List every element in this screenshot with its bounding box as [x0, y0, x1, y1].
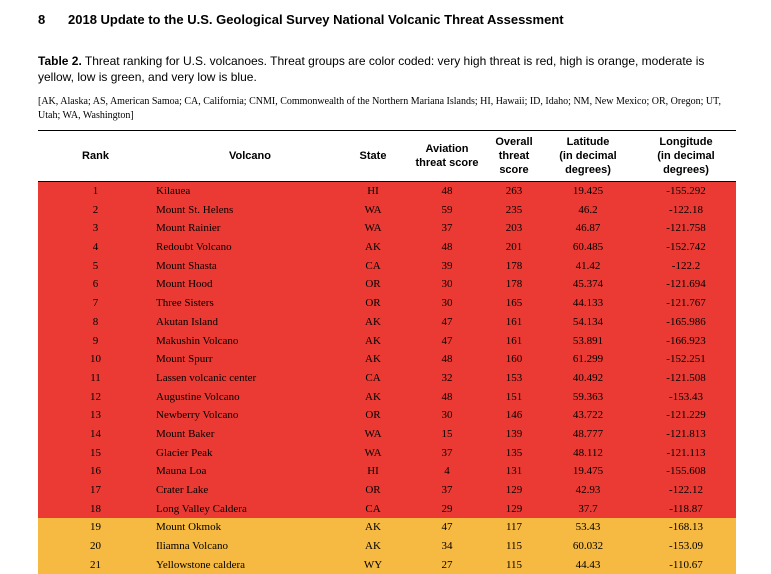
longitude-cell: -155.608: [666, 465, 706, 478]
aviation-score-cell: 48: [441, 353, 453, 366]
caption-text: Threat ranking for U.S. volcanoes. Threat groups are color coded: very high threat is red, high is orange, moderate is yellow, low is green, and very low is blue.: [38, 54, 705, 84]
state-cell: CA: [365, 371, 381, 384]
table-row: [38, 201, 736, 220]
table-caption: [38, 53, 738, 85]
state-cell: WA: [364, 446, 382, 459]
aviation-score-cell: 34: [441, 540, 453, 553]
state-cell: AK: [365, 334, 381, 347]
longitude-cell: -152.251: [666, 353, 706, 366]
state-cell: CA: [365, 259, 381, 272]
latitude-cell: 45.374: [572, 278, 604, 291]
overall-score-cell: 165: [505, 297, 523, 310]
abbreviations-note: [AK, Alaska; AS, American Samoa; CA, California; CNMI, Commonwealth of the Northern Mariana Islands; HI, Hawaii; ID, Idaho; NM, New Mexico; OR, Oregon; UT, Utah; WA, Washington]: [38, 96, 722, 121]
aviation-score-cell: 48: [441, 185, 453, 197]
longitude-cell: -153.09: [669, 540, 703, 553]
latitude-cell: 19.475: [572, 465, 604, 478]
rank-cell: 9: [92, 334, 99, 347]
overall-score-cell: 129: [505, 502, 523, 515]
aviation-score-cell: 4: [444, 465, 450, 478]
aviation-score-cell: 37: [441, 484, 453, 496]
state-cell: AK: [365, 353, 381, 366]
aviation-score-cell: 48: [441, 390, 453, 403]
overall-score-cell: 115: [505, 540, 523, 553]
table-row: [38, 219, 736, 238]
state-cell: AK: [365, 521, 381, 534]
overall-score-cell: 131: [505, 465, 523, 478]
longitude-cell: -121.229: [666, 409, 706, 422]
latitude-cell: 40.492: [572, 371, 604, 384]
longitude-cell: -152.742: [666, 241, 706, 254]
longitude-cell: -166.923: [666, 334, 706, 347]
overall-score-cell: 178: [505, 278, 523, 291]
table-row: [38, 369, 736, 388]
table-row: [38, 500, 736, 519]
overall-score-cell: 263: [505, 185, 523, 197]
aviation-score-cell: 30: [441, 409, 453, 422]
latitude-cell: 53.43: [575, 521, 601, 534]
table-row: [38, 518, 736, 537]
longitude-cell: -122.2: [671, 259, 701, 272]
header-rank: Rank: [82, 150, 109, 162]
overall-score-cell: 139: [505, 427, 523, 440]
table-row: [38, 462, 736, 481]
state-cell: WA: [364, 203, 382, 216]
state-cell: WY: [363, 558, 383, 571]
latitude-cell: 48.112: [573, 446, 603, 459]
state-cell: WA: [364, 222, 382, 235]
rank-cell: 20: [90, 540, 101, 553]
longitude-cell: -121.758: [666, 222, 706, 235]
state-cell: OR: [365, 409, 381, 422]
volcano-name-cell: Mount Rainier: [156, 222, 221, 235]
latitude-cell: 37.7: [578, 502, 598, 515]
overall-score-cell: 153: [505, 371, 523, 384]
aviation-score-cell: 32: [441, 371, 453, 384]
table-row: [38, 275, 736, 294]
state-cell: WA: [364, 427, 382, 440]
volcano-name-cell: Kilauea: [156, 185, 191, 197]
overall-score-cell: 129: [505, 484, 523, 496]
latitude-cell: 44.43: [575, 558, 601, 571]
latitude-cell: 19.425: [572, 185, 604, 197]
volcano-name-cell: Mount Hood: [156, 278, 213, 291]
state-cell: HI: [367, 465, 379, 478]
caption-label: Table 2.: [38, 54, 82, 68]
volcano-name-cell: Akutan Island: [156, 315, 219, 328]
table-row: [38, 425, 736, 444]
header-overall-score: Overall threat score: [495, 136, 533, 176]
aviation-score-cell: 47: [441, 315, 453, 328]
table-row: [38, 182, 736, 201]
page-number: 8: [38, 12, 46, 27]
volcano-name-cell: Mount Spurr: [156, 353, 213, 366]
overall-score-cell: 235: [505, 203, 523, 216]
table-row: [38, 537, 736, 556]
overall-score-cell: 151: [505, 390, 523, 403]
page-header: [38, 12, 564, 27]
volcano-name-cell: Makushin Volcano: [156, 334, 239, 347]
volcano-name-cell: Yellowstone caldera: [156, 558, 245, 571]
latitude-cell: 46.2: [578, 203, 598, 216]
longitude-cell: -118.87: [669, 502, 703, 515]
state-cell: AK: [365, 390, 381, 403]
rank-cell: 18: [90, 502, 101, 515]
aviation-score-cell: 39: [441, 259, 453, 272]
volcano-name-cell: Lassen volcanic center: [156, 371, 257, 384]
volcano-name-cell: Iliamna Volcano: [156, 540, 228, 553]
table-row: [38, 257, 736, 276]
latitude-cell: 60.485: [572, 241, 604, 254]
header-latitude: Latitude (in decimal degrees): [559, 136, 617, 176]
volcano-name-cell: Augustine Volcano: [156, 390, 240, 403]
rank-cell: 11: [90, 371, 101, 384]
rank-cell: 4: [92, 241, 99, 254]
aviation-score-cell: 47: [441, 521, 453, 534]
overall-score-cell: 117: [505, 521, 523, 534]
latitude-cell: 61.299: [572, 353, 604, 366]
state-cell: OR: [365, 297, 381, 310]
latitude-cell: 42.93: [575, 484, 601, 496]
latitude-cell: 59.363: [572, 390, 604, 403]
aviation-score-cell: 47: [441, 334, 453, 347]
rank-cell: 2: [92, 203, 99, 216]
rank-cell: 3: [92, 222, 99, 235]
state-cell: CA: [365, 502, 381, 515]
longitude-cell: -121.508: [666, 371, 706, 384]
table-row: [38, 481, 736, 500]
table-row: [38, 388, 736, 407]
table-row: [38, 406, 736, 425]
aviation-score-cell: 37: [441, 222, 453, 235]
volcano-name-cell: Newberry Volcano: [156, 409, 239, 422]
aviation-score-cell: 15: [441, 427, 453, 440]
rank-cell: 19: [90, 521, 101, 534]
rank-cell: 8: [92, 315, 99, 328]
overall-score-cell: 203: [505, 222, 523, 235]
rank-cell: 21: [90, 558, 101, 571]
latitude-cell: 53.891: [572, 334, 604, 347]
header-longitude: Longitude (in decimal degrees): [657, 136, 715, 176]
running-title: 2018 Update to the U.S. Geological Survey National Volcanic Threat Assessment: [68, 12, 564, 27]
latitude-cell: 60.032: [572, 540, 604, 553]
overall-score-cell: 201: [505, 241, 523, 254]
latitude-cell: 43.722: [572, 409, 604, 422]
volcano-name-cell: Mount Baker: [156, 427, 215, 440]
volcano-name-cell: Glacier Peak: [156, 446, 213, 459]
table-row: [38, 313, 736, 332]
aviation-score-cell: 30: [441, 297, 453, 310]
overall-score-cell: 161: [505, 334, 523, 347]
longitude-cell: -121.113: [666, 446, 706, 459]
state-cell: AK: [365, 241, 381, 254]
longitude-cell: -168.13: [669, 521, 703, 534]
table-row: [38, 444, 736, 463]
longitude-cell: -122.18: [669, 203, 703, 216]
volcano-name-cell: Mount St. Helens: [156, 203, 234, 216]
rank-cell: 17: [90, 484, 101, 496]
rank-cell: 10: [90, 353, 101, 366]
overall-score-cell: 115: [505, 558, 523, 571]
volcano-name-cell: Crater Lake: [156, 484, 209, 496]
volcano-name-cell: Long Valley Caldera: [156, 502, 247, 515]
state-cell: OR: [365, 484, 381, 496]
aviation-score-cell: 30: [441, 278, 453, 291]
volcano-name-cell: Redoubt Volcano: [156, 241, 232, 254]
overall-score-cell: 160: [505, 353, 523, 366]
longitude-cell: -165.986: [666, 315, 706, 328]
table-row: [38, 332, 736, 351]
state-cell: AK: [365, 540, 381, 553]
table-body: [38, 182, 736, 574]
rank-cell: 13: [90, 409, 101, 422]
aviation-score-cell: 37: [441, 446, 453, 459]
latitude-cell: 41.42: [575, 259, 601, 272]
rank-cell: 14: [90, 427, 101, 440]
aviation-score-cell: 48: [441, 241, 453, 254]
volcano-name-cell: Mauna Loa: [156, 465, 207, 478]
overall-score-cell: 178: [505, 259, 523, 272]
longitude-cell: -121.813: [666, 427, 706, 440]
state-cell: AK: [365, 315, 381, 328]
rank-cell: 16: [90, 465, 101, 478]
longitude-cell: -121.694: [666, 278, 706, 291]
aviation-score-cell: 27: [441, 558, 453, 571]
table-row: [38, 294, 736, 313]
header-aviation-score: Aviation threat score: [415, 143, 479, 169]
table-row: [38, 350, 736, 369]
aviation-score-cell: 59: [441, 203, 453, 216]
volcano-name-cell: Mount Okmok: [156, 521, 222, 534]
overall-score-cell: 161: [505, 315, 523, 328]
longitude-cell: -155.292: [666, 185, 706, 197]
longitude-cell: -121.767: [666, 297, 706, 310]
rank-cell: 12: [90, 390, 101, 403]
state-cell: OR: [365, 278, 381, 291]
volcano-name-cell: Three Sisters: [156, 297, 214, 310]
overall-score-cell: 135: [505, 446, 523, 459]
state-cell: HI: [367, 185, 379, 197]
rank-cell: 5: [92, 259, 99, 272]
longitude-cell: -122.12: [669, 484, 703, 496]
header-volcano: Volcano: [229, 150, 271, 162]
table-row: [38, 238, 736, 257]
rank-cell: 7: [92, 297, 99, 310]
latitude-cell: 44.133: [572, 297, 604, 310]
rank-cell: 15: [90, 446, 101, 459]
longitude-cell: -153.43: [669, 390, 703, 403]
volcano-name-cell: Mount Shasta: [156, 259, 217, 272]
latitude-cell: 54.134: [572, 315, 604, 328]
overall-score-cell: 146: [505, 409, 523, 422]
rank-cell: 1: [92, 185, 99, 197]
longitude-cell: -110.67: [669, 558, 703, 571]
header-state: State: [359, 150, 387, 162]
table-row: [38, 556, 736, 574]
latitude-cell: 48.777: [572, 427, 604, 440]
rank-cell: 6: [92, 278, 99, 291]
latitude-cell: 46.87: [575, 222, 601, 235]
aviation-score-cell: 29: [441, 502, 453, 515]
